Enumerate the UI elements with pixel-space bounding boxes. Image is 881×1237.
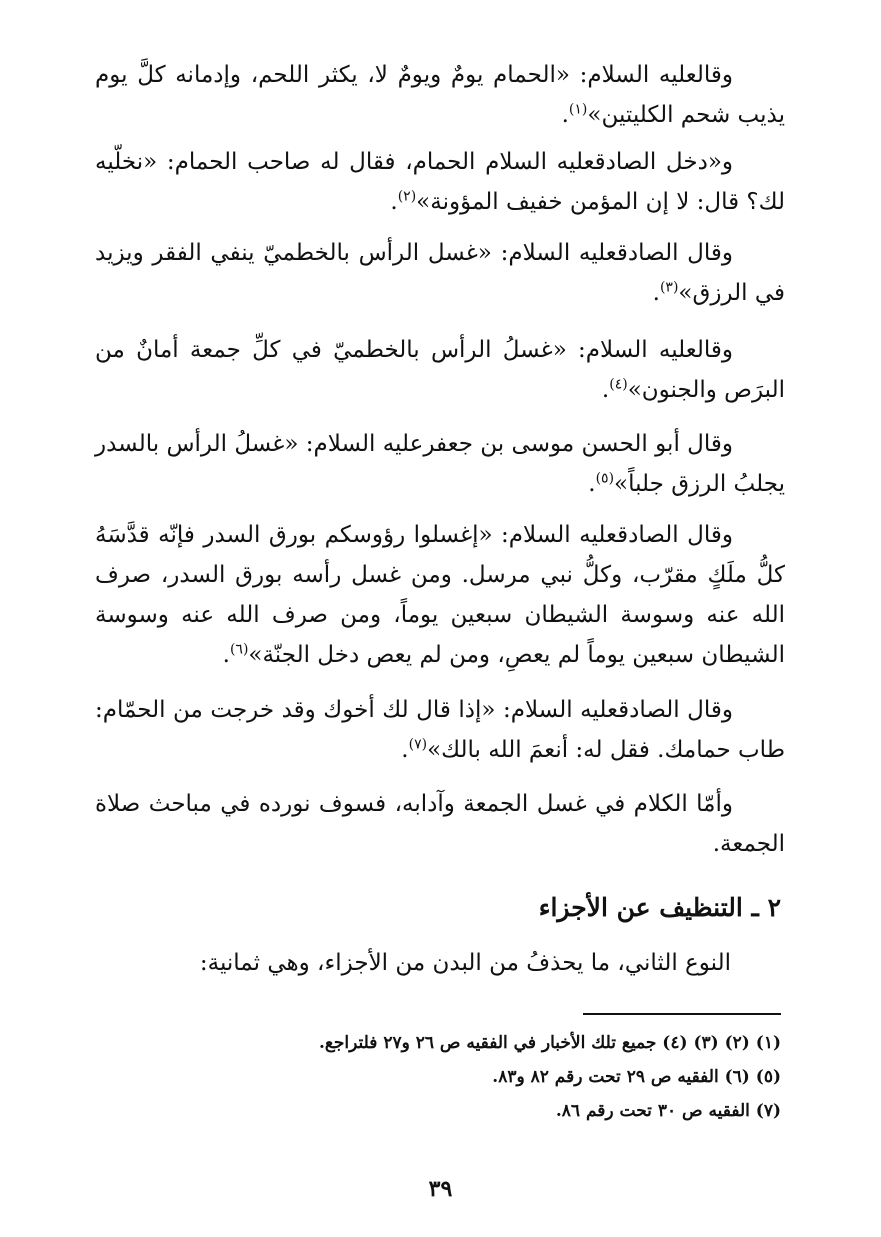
paragraph-text: وقال الصادقعليه السلام: «إغسلوا رؤوسكم بورق السدر فإنّه قدَّسَهُ كلُّ ملَكٍ مقرّب، وكلُّ نبي مرسل. ومن غسل رأسه بورق السدر، صرف الله عنه وسوسة الشيطان سبعين يوماً، ومن صرف الله عنه وسوسة الشيطان سبعين يوماً لم يعصِ، ومن لم يعص دخل الجنّة»	[95, 522, 785, 668]
footnote-divider	[583, 1013, 781, 1015]
paragraph-text: وقالعليه السلام: «غسلُ الرأس بالخطميّ في كلِّ جمعة أمانٌ من البرَص والجنون»	[95, 337, 785, 403]
paragraph-5	[95, 424, 785, 504]
footnotes-list	[91, 1026, 781, 1128]
paragraph-text: و«دخل الصادقعليه السلام الحمام، فقال له صاحب الحمام: «نخلّيه لك؟ قال: لا إن المؤمن خفيف المؤونة»	[95, 149, 785, 215]
paragraph-1	[95, 55, 785, 135]
paragraph-text: وقال أبو الحسن موسى بن جعفرعليه السلام: «غسلُ الرأس بالسدر يجلبُ الرزق جلباً»	[95, 431, 785, 497]
paragraph-end: .	[652, 280, 660, 306]
paragraph-text: وقالعليه السلام: «الحمام يومٌ ويومٌ لا، يكثر اللحم، وإدمانه كلَّ يوم يذيب شحم الكليتين»	[95, 62, 785, 128]
footnote-ref: (٦)	[229, 641, 249, 658]
paragraph-8	[95, 784, 785, 864]
footnote: (٧) الفقيه ص ٣٠ تحت رقم ٨٦.	[555, 1101, 781, 1121]
footnote-ref: (١)	[568, 101, 588, 118]
section-intro: النوع الثاني، ما يحذفُ من البدن من الأجزاء، وهي ثمانية:	[199, 950, 731, 976]
footnote-ref: (٧)	[408, 736, 428, 753]
paragraph-end: .	[588, 471, 596, 497]
footnote-ref: (٤)	[609, 376, 628, 393]
paragraph-end: .	[401, 737, 409, 763]
paragraph-7	[95, 690, 785, 770]
page-number: ٣٩	[428, 1176, 453, 1202]
paragraph-end: .	[601, 377, 610, 403]
section-heading: ٢ ـ التنظيف عن الأجزاء	[538, 893, 781, 922]
paragraph-end: .	[222, 642, 230, 668]
paragraph-3	[95, 233, 785, 313]
paragraph-4	[95, 330, 785, 410]
paragraph-text: وأمّا الكلام في غسل الجمعة وآدابه، فسوف نورده في مباحث صلاة الجمعة.	[95, 791, 785, 857]
footnote: (٥) (٦) الفقيه ص ٢٩ تحت رقم ٨٢ و٨٣.	[492, 1067, 781, 1087]
paragraph-text: وقال الصادقعليه السلام: «إذا قال لك أخوك وقد خرجت من الحمّام: طاب حمامك. فقل له: أنعمَ الله بالك»	[95, 697, 785, 763]
paragraph-2	[95, 142, 785, 222]
footnote-ref: (٣)	[659, 279, 679, 296]
paragraph-text: وقال الصادقعليه السلام: «غسل الرأس بالخطميّ ينفي الفقر ويزيد في الرزق»	[95, 240, 785, 306]
paragraph-end: .	[561, 102, 569, 128]
footnote: (١) (٢) (٣) (٤) جميع تلك الأخبار في الفقيه ص ٢٦ و٢٧ فلتراجع.	[318, 1033, 781, 1053]
footnote-ref: (٢)	[397, 188, 417, 205]
paragraph-6	[95, 515, 785, 675]
paragraph-end: .	[390, 189, 398, 215]
footnote-ref: (٥)	[595, 470, 615, 487]
